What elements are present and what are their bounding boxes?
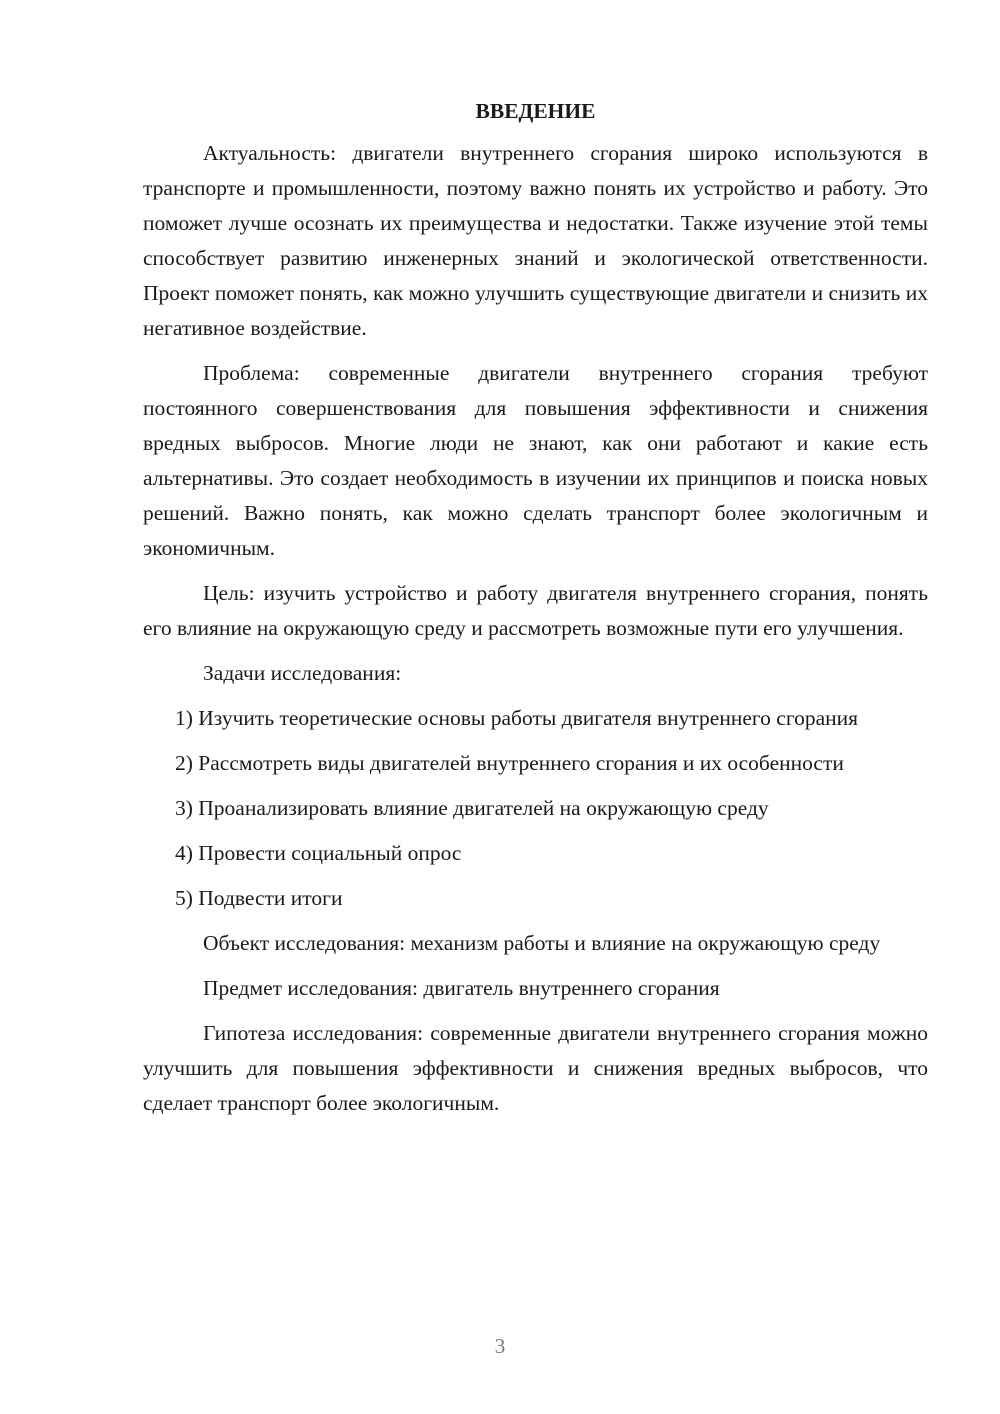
problem-paragraph: Проблема: современные двигатели внутреннего сгорания требуют постоянного совершенствования для повышения эффективности и снижения вредных выбросов. Многие люди не знают, как они работают и какие есть альтернативы. Это создает необходимость в изучении их принципов и поиска новых решений. Важно понять, как можно сделать транспорт более экологичным и экономичным. <box>143 361 928 560</box>
object-paragraph: Объект исследования: механизм работы и влияние на окружающую среду <box>203 931 881 955</box>
page-title: ВВЕДЕНИЕ <box>475 99 596 123</box>
task-item: 1) Изучить теоретические основы работы двигателя внутреннего сгорания <box>175 706 859 730</box>
task-item: 3) Проанализировать влияние двигателей на окружающую среду <box>175 796 769 820</box>
hypothesis-paragraph: Гипотеза исследования: современные двигатели внутреннего сгорания можно улучшить для повышения эффективности и снижения вредных выбросов, что сделает транспорт более экологичным. <box>143 1021 928 1115</box>
task-item: 5) Подвести итоги <box>175 886 343 910</box>
page-number: 3 <box>494 1334 506 1358</box>
relevance-paragraph: Актуальность: двигатели внутреннего сгорания широко используются в транспорте и промышленности, поэтому важно понять их устройство и работу. Это поможет лучше осознать их преимущества и недостатки. Также изучение этой темы способствует развитию инженерных знаний и экологической ответственности. Проект поможет понять, как можно улучшить существующие двигатели и снизить их негативное воздействие. <box>143 141 928 340</box>
subject-paragraph: Предмет исследования: двигатель внутреннего сгорания <box>203 976 720 1000</box>
goal-paragraph: Цель: изучить устройство и работу двигателя внутреннего сгорания, понять его влияние на окружающую среду и рассмотреть возможные пути его улучшения. <box>143 581 928 640</box>
tasks-heading: Задачи исследования: <box>203 661 402 685</box>
task-item: 2) Рассмотреть виды двигателей внутреннего сгорания и их особенности <box>175 751 844 775</box>
task-item: 4) Провести социальный опрос <box>175 841 462 865</box>
tasks-list <box>143 701 928 916</box>
document-page <box>143 96 928 1131</box>
